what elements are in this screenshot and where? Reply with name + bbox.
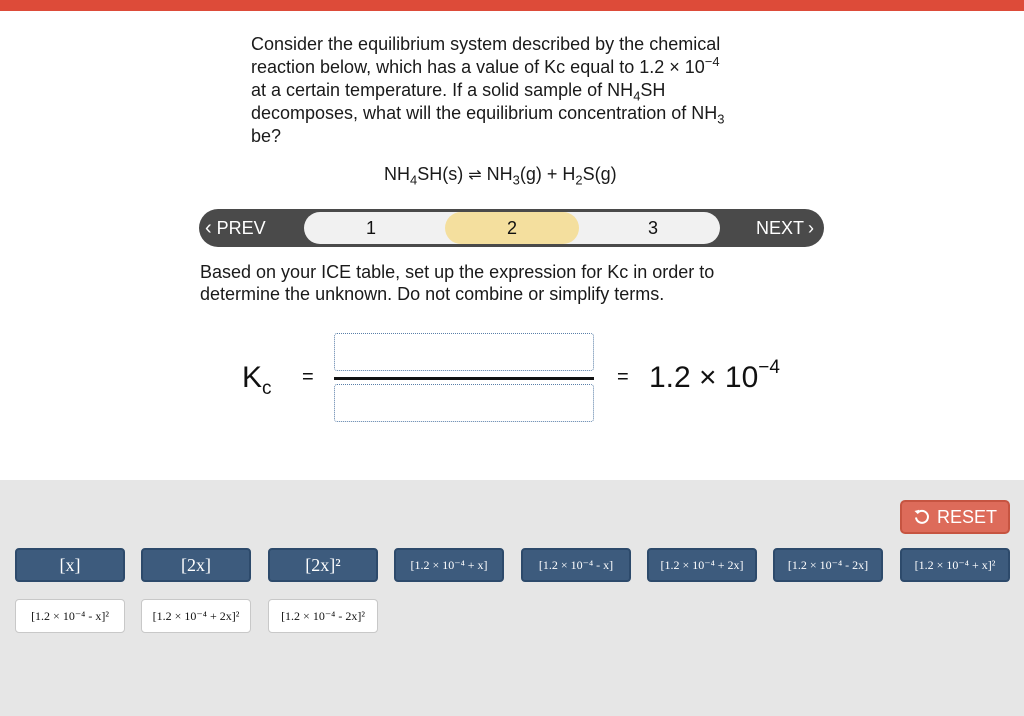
subscript: 3 [512,172,520,188]
prev-button[interactable] [205,209,301,247]
kc-exponent: −4 [704,54,720,69]
question-line-3-end: SH [640,80,666,100]
step-track [304,212,720,244]
product-1-state: (g) + H [519,164,576,184]
kc-value-base: 1.2 × 10 [649,361,759,394]
top-accent-bar [0,0,1024,11]
question-line [251,33,771,56]
chemical-reaction [384,162,617,188]
tile-x[interactable]: [x] [15,548,125,582]
question-line-1: Consider the equilibrium system described by the chemical [251,34,721,54]
fraction-bar [334,377,594,380]
prev-label: PREV [216,217,266,238]
kc-label [242,361,272,399]
kc-subscript: c [262,378,272,399]
step-navigator [199,209,824,247]
reactant-state: SH(s) [417,164,464,184]
instructions [200,261,780,305]
reactant: NH [384,164,410,184]
next-button[interactable] [756,209,814,247]
answer-tray [0,480,1024,716]
tile-conc-plus-x[interactable]: [1.2 × 10⁻⁴ + x] [394,548,504,582]
instructions-line-2: determine the unknown. Do not combine or simplify terms. [200,284,665,304]
reset-icon [913,508,931,526]
product-1: NH [486,164,513,184]
instructions-line-1: Based on your ICE table, set up the expression for Kc in order to [200,262,715,282]
subscript: 2 [575,172,583,188]
question-line-2: reaction below, which has a value of Kc equal to 1.2 × 10 [251,57,705,77]
question-text [251,33,771,148]
step-3[interactable]: 3 [647,217,658,238]
reset-label: RESET [936,506,997,527]
chevron-right-icon: › [808,217,814,238]
kc-value-exponent: −4 [758,357,780,378]
reset-button[interactable] [900,500,1010,534]
kc-base: K [242,361,263,394]
question-line-4: decomposes, what will the equilibrium concentration of NH [251,103,718,123]
denominator-dropzone[interactable] [334,384,594,422]
equals-sign: = [617,366,629,388]
question-line [251,56,771,79]
question-line-5: be? [251,126,282,146]
tile-conc-minus-2x-squared[interactable]: [1.2 × 10⁻⁴ - 2x]² [268,599,378,633]
tile-2x-squared[interactable]: [2x]² [268,548,378,582]
subscript: 4 [633,88,641,104]
tile-conc-minus-2x[interactable]: [1.2 × 10⁻⁴ - 2x] [773,548,883,582]
step-2[interactable]: 2 [445,212,579,244]
product-2-state: S(g) [582,164,617,184]
tile-conc-plus-2x[interactable]: [1.2 × 10⁻⁴ + 2x] [647,548,757,582]
step-1[interactable]: 1 [365,217,376,238]
numerator-dropzone[interactable] [334,333,594,371]
tile-conc-minus-x-squared[interactable]: [1.2 × 10⁻⁴ - x]² [15,599,125,633]
tile-conc-minus-x[interactable]: [1.2 × 10⁻⁴ - x] [521,548,631,582]
chevron-left-icon: ‹ [205,216,212,239]
tile-2x[interactable]: [2x] [141,548,251,582]
subscript: 3 [717,111,725,127]
subscript: 4 [410,172,418,188]
next-label: NEXT [755,217,804,238]
equals-sign: = [302,366,314,388]
tile-conc-plus-x-squared[interactable]: [1.2 × 10⁻⁴ + x]² [900,548,1010,582]
kc-value [649,357,780,395]
equilibrium-arrow-icon: ⇌ [468,167,482,184]
question-line [251,102,771,125]
question-line-3: at a certain temperature. If a solid sample of NH [251,80,634,100]
question-line [251,79,771,102]
question-line [251,125,771,148]
tile-conc-plus-2x-squared[interactable]: [1.2 × 10⁻⁴ + 2x]² [141,599,251,633]
